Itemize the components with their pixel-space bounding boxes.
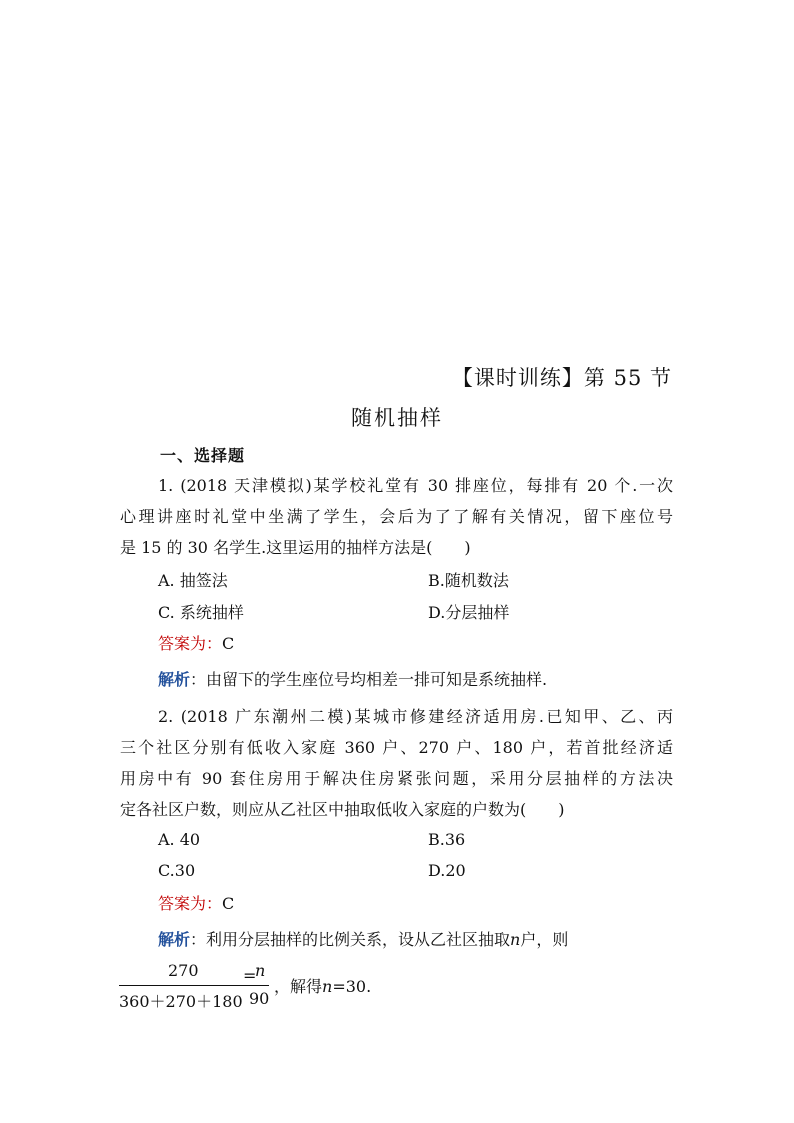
page-title: 随机抽样 [351,406,443,430]
section-title: 一、选择题 [160,446,246,465]
result-text: ，解得n=30. [274,977,372,996]
question-1-option-d: D.分层抽样 [428,603,510,622]
question-2-line-2: 三个社区分别有低收入家庭 360 户、270 户、180 户，若首批经济适 [120,738,673,757]
question-1-answer [158,631,234,654]
fraction-2-numerator: n [255,961,266,980]
fraction-2-denominator: 90 [249,989,270,1008]
question-2-line-3: 用房中有 90 套住房用于解决住房紧张问题，采用分层抽样的方法决 [120,769,673,788]
question-1-line-2: 心理讲座时礼堂中坐满了学生，会后为了了解有关情况，留下座位号 [120,507,673,526]
question-2-answer [158,891,234,914]
question-2-line-4: 定各社区户数，则应从乙社区中抽取低收入家庭的户数为( ) [120,800,565,819]
question-2-option-d: D.20 [428,861,466,880]
question-2-option-b: B.36 [428,830,466,849]
fraction-1-denominator: 360＋270＋180 [119,992,243,1011]
question-2-option-a: A. 40 [158,830,201,849]
question-1-option-a: A. 抽签法 [158,571,228,590]
answer-label: 答案为： [158,894,223,913]
section-header: 【课时训练】第 55 节 [451,366,672,390]
question-1-line-3: 是 15 的 30 名学生.这里运用的抽样方法是( ) [120,538,471,557]
question-2-stem [120,701,673,825]
analysis-text: ：由留下的学生座位号均相差一排可知是系统抽样. [190,670,548,689]
variable-n: n [510,930,521,949]
question-1-line-1: 1. (2018 天津模拟)某学校礼堂有 30 排座位，每排有 20 个.一次 [158,476,673,495]
question-2-analysis [158,927,568,950]
analysis-text-tail: 户，则 [520,930,569,949]
question-1-analysis [158,667,547,690]
equals-sign: = [243,966,257,985]
analysis-label: 解析 [158,930,191,949]
answer-label: 答案为： [158,634,223,653]
question-1-stem [120,470,673,563]
analysis-text: ：利用分层抽样的比例关系，设从乙社区抽取 [190,930,511,949]
question-2-line-1: 2. (2018 广东潮州二模)某城市修建经济适用房.已知甲、乙、丙 [158,707,673,726]
question-2-option-c: C.30 [158,861,196,880]
question-1-option-c: C. 系统抽样 [158,603,244,622]
question-1-option-b: B.随机数法 [428,571,509,590]
fraction-1-numerator: 270 [168,961,199,980]
analysis-label: 解析 [158,670,191,689]
answer-value: C [222,634,235,653]
fraction-1-bar [119,985,269,986]
answer-value: C [222,894,235,913]
